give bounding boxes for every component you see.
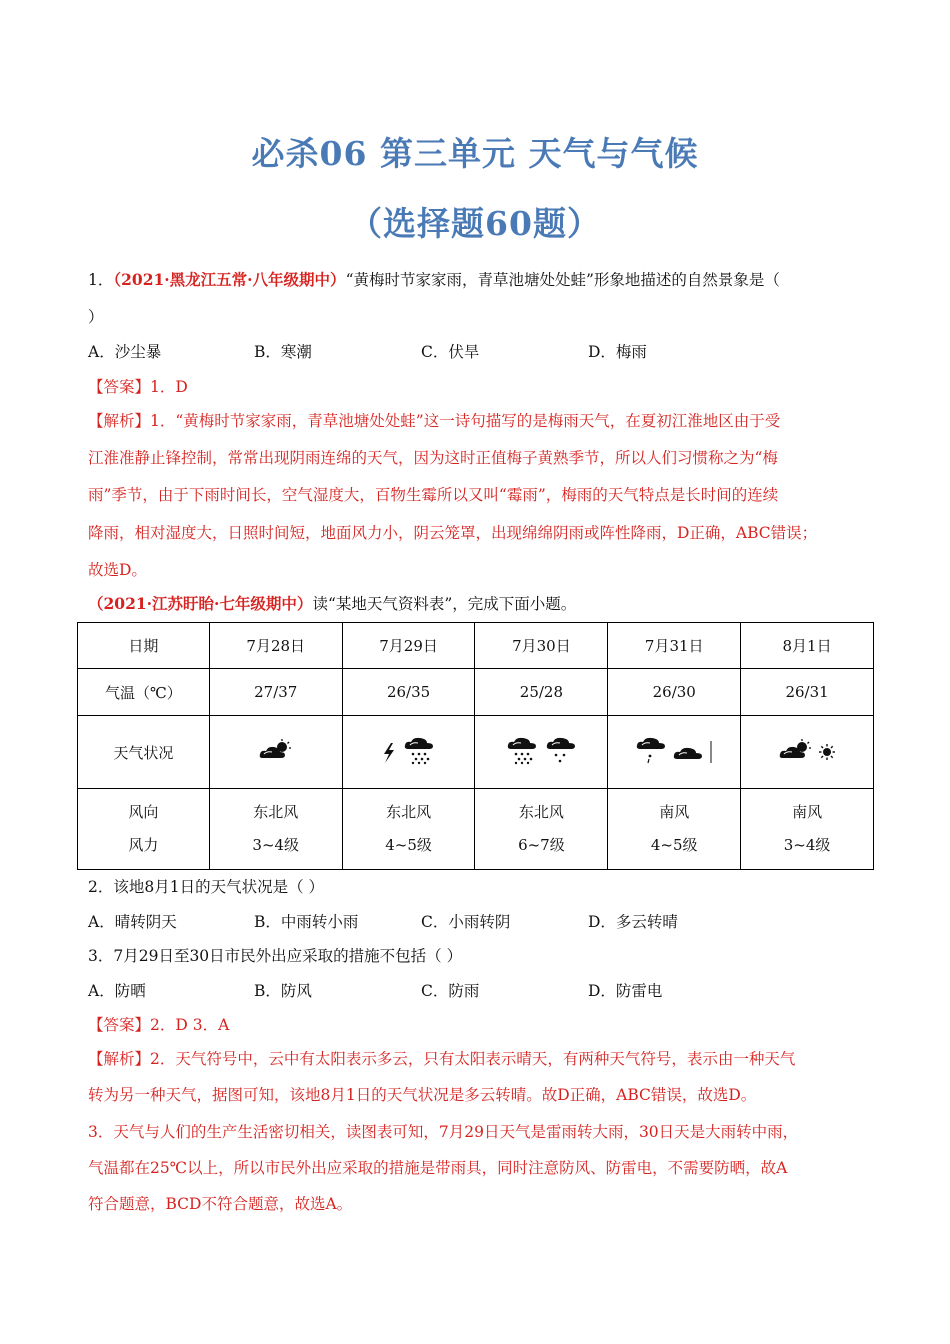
- row-label: 气温（℃）: [78, 669, 210, 716]
- question-text: “黄梅时节家家雨，青草池塘处处蛙”形象地描述的自然景象是（: [345, 271, 780, 289]
- table-row-weather: [78, 716, 874, 789]
- question-number: 1．: [88, 271, 114, 289]
- date-cell: 7月29日: [342, 623, 475, 669]
- question-3: 3．7月29日至30日市民外出应采取的措施不包括（ ）: [88, 947, 463, 965]
- wind-force: 4~5级: [385, 836, 432, 854]
- weather-cell: [209, 716, 342, 789]
- question-source: （2021·江苏盱眙·七年级期中）: [88, 594, 313, 613]
- analysis-1-line: 降雨，相对湿度大，日照时间短，地面风力小，阴云笼罩，出现绵绵阴雨或阵性降雨，D正确，ABC错误；: [88, 524, 818, 542]
- analysis-1-line: 雨”季节，由于下雨时间长，空气湿度大，百物生霉所以又叫“霉雨”，梅雨的天气特点是长时间的连续: [88, 486, 779, 504]
- wind-cell: [741, 789, 874, 870]
- option-a: A．晴转阴天: [88, 913, 177, 931]
- temp-cell: 27/37: [209, 669, 342, 716]
- question-1: [88, 268, 780, 290]
- table-row-date: [78, 623, 874, 669]
- answer-label: 【答案】: [88, 1016, 151, 1034]
- sunny-icon: [818, 743, 836, 761]
- temp-cell: 26/35: [342, 669, 475, 716]
- question-1-cont: ）: [88, 308, 104, 326]
- wind-dir: 东北风: [386, 803, 432, 821]
- analysis-label: 【解析】: [88, 1050, 151, 1068]
- cloudy-icon: [672, 743, 704, 765]
- option-b: B．寒潮: [254, 343, 312, 361]
- moderate-rain-icon: [545, 735, 577, 765]
- option-d: D．梅雨: [588, 343, 647, 361]
- date-cell: 7月31日: [608, 623, 741, 669]
- table-row-wind: [78, 789, 874, 870]
- wind-dir: 南风: [659, 803, 690, 821]
- wind-cell: [475, 789, 608, 870]
- analysis-23-line: 转为另一种天气，据图可知，该地8月1日的天气状况是多云转晴。故D正确，ABC错误，故选D。: [88, 1086, 757, 1104]
- page-subtitle: （选择题60题）: [349, 204, 601, 243]
- weather-table: [77, 622, 874, 870]
- analysis-23-line: [88, 1047, 795, 1069]
- temp-cell: 26/31: [741, 669, 874, 716]
- date-cell: 7月30日: [475, 623, 608, 669]
- answer-label: 【答案】: [88, 378, 151, 396]
- temp-cell: 26/30: [608, 669, 741, 716]
- wind-dir: 东北风: [253, 803, 299, 821]
- partly-cloudy-icon: [778, 739, 814, 761]
- option-d: D．防雷电: [588, 982, 663, 1000]
- row-label: [78, 789, 210, 870]
- answer-text: 2．D 3．A: [150, 1016, 230, 1034]
- weather-cell: [741, 716, 874, 789]
- page-title: 必杀06 第三单元 天气与气候: [251, 134, 699, 173]
- light-rain-icon: [635, 735, 667, 765]
- analysis-text: 2．天气符号中，云中有太阳表示多云，只有太阳表示晴天，有两种天气符号，表示由一种天气: [150, 1050, 796, 1068]
- option-b: B．中雨转小雨: [254, 913, 359, 931]
- question-source: （2021·黑龙江五常·八年级期中）: [113, 270, 346, 289]
- wind-force: 4~5级: [650, 836, 698, 854]
- analysis-label: 【解析】: [88, 412, 151, 430]
- question-group-intro: [88, 592, 576, 614]
- analysis-1-line: [88, 409, 780, 431]
- wind-force: 3~4级: [783, 836, 831, 854]
- analysis-23-line: 3．天气与人们的生产生活密切相关，读图表可知，7月29日天气是雷雨转大雨，30日天是大雨转中雨，: [88, 1123, 799, 1141]
- row-label-wind-force: 风力: [128, 836, 159, 854]
- answer-23: [88, 1013, 229, 1035]
- option-a: A．防晒: [88, 982, 146, 1000]
- heavy-rain-icon: [403, 735, 437, 765]
- weather-cell: [475, 716, 608, 789]
- wind-cell: [209, 789, 342, 870]
- row-label: 天气状况: [78, 716, 210, 789]
- weather-cell: [608, 716, 741, 789]
- wind-dir: 东北风: [518, 803, 564, 821]
- analysis-text: 1．“黄梅时节家家雨，青草池塘处处蛙”这一诗句描写的是梅雨天气，在夏初江淮地区由于受: [150, 412, 781, 430]
- divider-mark: [709, 739, 713, 765]
- date-cell: 7月28日: [209, 623, 342, 669]
- date-cell: 8月1日: [741, 623, 874, 669]
- table-row-temp: [78, 669, 874, 716]
- wind-force: 3~4级: [252, 836, 300, 854]
- partly-cloudy-icon: [258, 739, 294, 761]
- analysis-23-line: 符合题意，BCD不符合题意，故选A。: [88, 1195, 353, 1213]
- wind-dir: 南风: [792, 803, 823, 821]
- answer-1: [88, 375, 188, 397]
- weather-cell: [342, 716, 475, 789]
- analysis-1-line: 江淮准静止锋控制，常常出现阴雨连绵的天气，因为这时正值梅子黄熟季节，所以人们习惯称之为“梅: [88, 449, 778, 467]
- row-label: 日期: [78, 623, 210, 669]
- analysis-23-line: 气温都在25℃以上，所以市民外出应采取的措施是带雨具，同时注意防风、防雷电，不需要防晒，故A: [88, 1159, 788, 1177]
- row-label-wind-dir: 风向: [128, 803, 159, 821]
- wind-cell: [342, 789, 475, 870]
- answer-text: 1．D: [150, 378, 188, 396]
- wind-force: 6~7级: [518, 836, 565, 854]
- option-a: A．沙尘暴: [88, 343, 162, 361]
- intro-text: 读“某地天气资料表”，完成下面小题。: [312, 595, 577, 613]
- analysis-1-line: 故选D。: [88, 561, 147, 579]
- option-d: D．多云转晴: [588, 913, 678, 931]
- option-c: C．伏旱: [421, 343, 480, 361]
- option-c: C．防雨: [421, 982, 480, 1000]
- lightning-icon: [380, 741, 398, 765]
- option-b: B．防风: [254, 982, 312, 1000]
- heavy-rain-icon: [506, 735, 540, 765]
- temp-cell: 25/28: [475, 669, 608, 716]
- option-c: C．小雨转阴: [421, 913, 511, 931]
- question-2: 2．该地8月1日的天气状况是（ ）: [88, 878, 325, 896]
- wind-cell: [608, 789, 741, 870]
